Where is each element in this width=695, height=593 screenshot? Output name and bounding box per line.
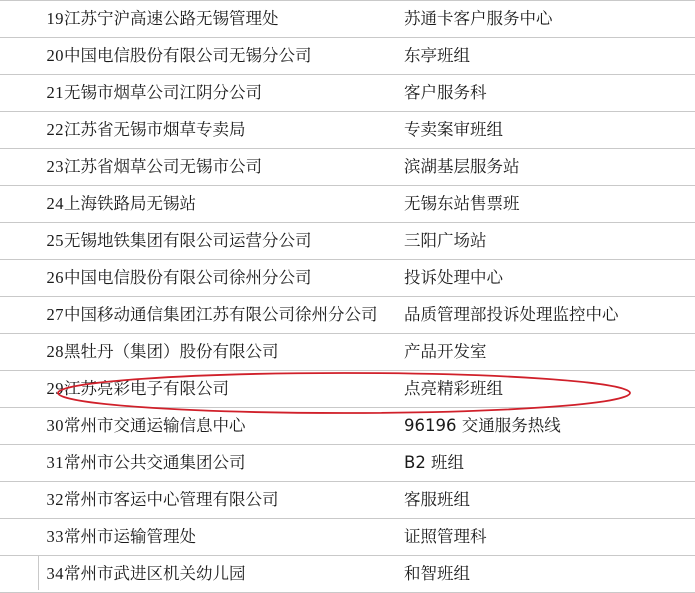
row-organization: 江苏省无锡市烟草专卖局 xyxy=(64,112,404,149)
row-number: 27 xyxy=(0,297,64,334)
row-number: 24 xyxy=(0,186,64,223)
table-row xyxy=(0,149,695,186)
row-organization: 常州市交通运输信息中心 xyxy=(64,408,404,445)
row-team: 96196 交通服务热线 xyxy=(404,408,695,445)
row-team: 三阳广场站 xyxy=(404,223,695,260)
table-left-border xyxy=(38,556,39,590)
row-number: 21 xyxy=(0,75,64,112)
row-team: 苏通卡客户服务中心 xyxy=(404,1,695,38)
row-organization: 中国电信股份有限公司徐州分公司 xyxy=(64,260,404,297)
row-organization: 常州市公共交通集团公司 xyxy=(64,445,404,482)
row-number: 33 xyxy=(0,519,64,556)
row-organization: 中国电信股份有限公司无锡分公司 xyxy=(64,38,404,75)
row-organization: 上海铁路局无锡站 xyxy=(64,186,404,223)
table-row xyxy=(0,445,695,482)
row-team: 东亭班组 xyxy=(404,38,695,75)
row-number: 25 xyxy=(0,223,64,260)
row-number: 29 xyxy=(0,371,64,408)
table-row xyxy=(0,334,695,371)
row-organization: 常州市客运中心管理有限公司 xyxy=(64,482,404,519)
table-row xyxy=(0,260,695,297)
table-row xyxy=(0,186,695,223)
row-team: 专卖案审班组 xyxy=(404,112,695,149)
table-row xyxy=(0,556,695,593)
row-organization: 江苏省烟草公司无锡市公司 xyxy=(64,149,404,186)
row-number: 30 xyxy=(0,408,64,445)
row-organization: 江苏亮彩电子有限公司 xyxy=(64,371,404,408)
row-team: 滨湖基层服务站 xyxy=(404,149,695,186)
row-organization: 中国移动通信集团江苏有限公司徐州分公司 xyxy=(64,297,404,334)
table-row-highlighted xyxy=(0,371,695,408)
table-body xyxy=(0,1,695,593)
table-row xyxy=(0,297,695,334)
row-organization: 无锡地铁集团有限公司运营分公司 xyxy=(64,223,404,260)
row-number: 19 xyxy=(0,1,64,38)
row-team: 无锡东站售票班 xyxy=(404,186,695,223)
row-organization: 常州市运输管理处 xyxy=(64,519,404,556)
row-number: 28 xyxy=(0,334,64,371)
row-number: 32 xyxy=(0,482,64,519)
row-organization: 无锡市烟草公司江阴分公司 xyxy=(64,75,404,112)
table-row xyxy=(0,1,695,38)
table-row xyxy=(0,223,695,260)
row-team: 和智班组 xyxy=(404,556,695,593)
row-team: 客户服务科 xyxy=(404,75,695,112)
row-team: 客服班组 xyxy=(404,482,695,519)
row-team: 品质管理部投诉处理监控中心 xyxy=(404,297,695,334)
row-number: 23 xyxy=(0,149,64,186)
row-team: 证照管理科 xyxy=(404,519,695,556)
table-row xyxy=(0,112,695,149)
table-row xyxy=(0,38,695,75)
row-team: 产品开发室 xyxy=(404,334,695,371)
row-number: 26 xyxy=(0,260,64,297)
table-row xyxy=(0,519,695,556)
table-row xyxy=(0,408,695,445)
row-organization: 江苏宁沪高速公路无锡管理处 xyxy=(64,1,404,38)
row-number: 22 xyxy=(0,112,64,149)
row-team: 点亮精彩班组 xyxy=(404,371,695,408)
table-row xyxy=(0,482,695,519)
table-row xyxy=(0,75,695,112)
row-number: 20 xyxy=(0,38,64,75)
row-organization: 常州市武进区机关幼儿园 xyxy=(64,556,404,593)
row-team: B2 班组 xyxy=(404,445,695,482)
row-number: 31 xyxy=(0,445,64,482)
row-team: 投诉处理中心 xyxy=(404,260,695,297)
row-number: 34 xyxy=(0,556,64,593)
row-organization: 黑牡丹（集团）股份有限公司 xyxy=(64,334,404,371)
